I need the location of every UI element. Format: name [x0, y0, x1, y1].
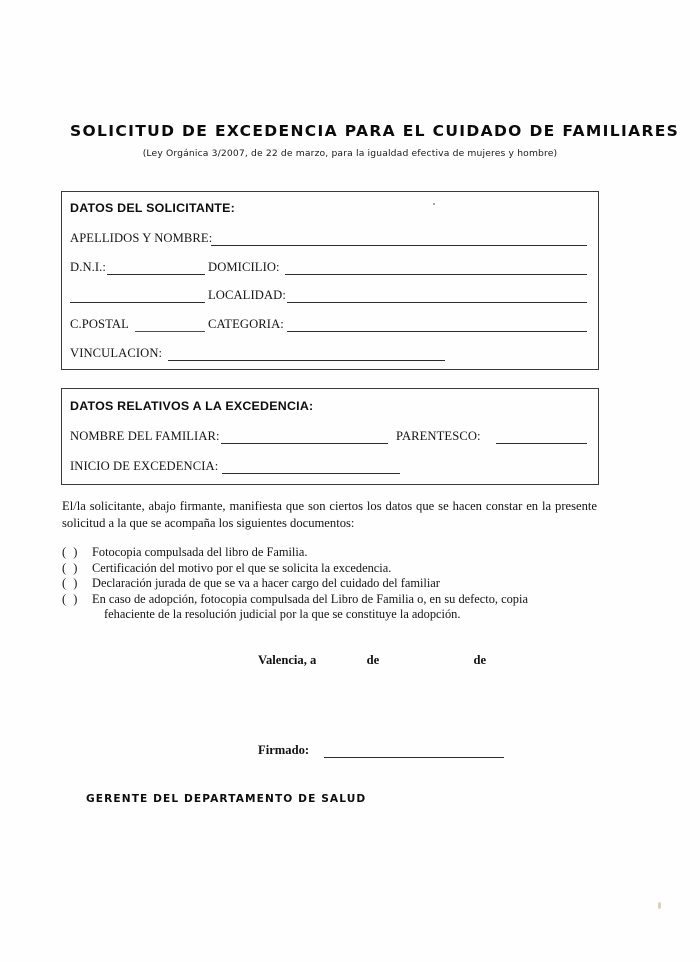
label-domicilio: DOMICILIO: [208, 260, 280, 274]
section-heading-excedencia: DATOS RELATIVOS A LA EXCEDENCIA: [70, 399, 314, 413]
page-title: SOLICITUD DE EXCEDENCIA PARA EL CUIDADO DE FAMILIARES [70, 122, 680, 140]
input-apellidos-y-nombre[interactable] [211, 245, 587, 246]
declaration-text: El/la solicitante, abajo firmante, manifiesta que son ciertos los datos que se hacen constar en la presente solicitud a la que se acompaña los siguientes documentos: [62, 499, 597, 530]
documents-checklist [62, 545, 602, 623]
label-c-postal: C.POSTAL [70, 317, 129, 331]
de-label-2: de [473, 653, 487, 667]
page-subtitle: (Ley Orgánica 3/2007, de 22 de marzo, para la igualdad efectiva de mujeres y hombre) [142, 148, 558, 159]
list-item[interactable] [62, 592, 602, 622]
input-localidad[interactable] [287, 302, 587, 303]
scan-speck [658, 902, 661, 909]
label-vinculacion: VINCULACION: [70, 346, 163, 360]
addressee-line: GERENTE DEL DEPARTAMENTO DE SALUD [86, 793, 367, 805]
list-item-label-continuation: fehaciente de la resolución judicial por la que se constituye la adopción. [104, 607, 461, 622]
checkbox-icon[interactable]: ( ) [62, 576, 80, 591]
label-parentesco: PARENTESCO: [396, 429, 481, 443]
list-item-label: Certificación del motivo por el que se solicita la excedencia. [92, 560, 392, 575]
place-date-line[interactable] [258, 653, 533, 668]
input-c-postal[interactable] [135, 331, 205, 332]
list-item-label: En caso de adopción, fotocopia compulsada del Libro de Familia o, en su defecto, copia [92, 592, 528, 607]
label-inicio-de-excedencia: INICIO DE EXCEDENCIA: [70, 459, 219, 473]
input-domicilio-continuacion[interactable] [70, 302, 205, 303]
input-domicilio[interactable] [285, 274, 587, 275]
list-item-label: Fotocopia compulsada del libro de Familia. [92, 545, 308, 559]
input-parentesco[interactable] [496, 443, 587, 444]
input-firmado[interactable] [324, 757, 504, 758]
list-item[interactable] [62, 561, 602, 576]
input-dni[interactable] [107, 274, 205, 275]
checkbox-icon[interactable]: ( ) [62, 545, 80, 559]
label-firmado: Firmado: [258, 743, 310, 757]
checkbox-icon[interactable]: ( ) [62, 592, 80, 607]
list-item-label: Declaración jurada de que se va a hacer cargo del cuidado del familiar [92, 576, 440, 591]
checkbox-icon[interactable]: ( ) [62, 560, 80, 575]
section-solicitante [61, 191, 599, 370]
list-item[interactable] [62, 545, 602, 560]
input-vinculacion[interactable] [168, 360, 445, 361]
label-categoria: CATEGORIA: [208, 317, 284, 331]
input-nombre-del-familiar[interactable] [221, 443, 388, 444]
input-inicio-de-excedencia[interactable] [222, 473, 400, 474]
section-heading-solicitante: DATOS DEL SOLICITANTE: [70, 201, 235, 215]
input-categoria[interactable] [287, 331, 587, 332]
label-nombre-del-familiar: NOMBRE DEL FAMILIAR: [70, 429, 220, 443]
label-dni: D.N.I.: [70, 260, 107, 274]
list-item[interactable] [62, 576, 602, 591]
label-localidad: LOCALIDAD: [208, 288, 286, 302]
place-prefix: Valencia, a [258, 653, 317, 667]
de-label-1: de [366, 653, 380, 667]
label-apellidos-y-nombre: APELLIDOS Y NOMBRE: [70, 231, 213, 245]
